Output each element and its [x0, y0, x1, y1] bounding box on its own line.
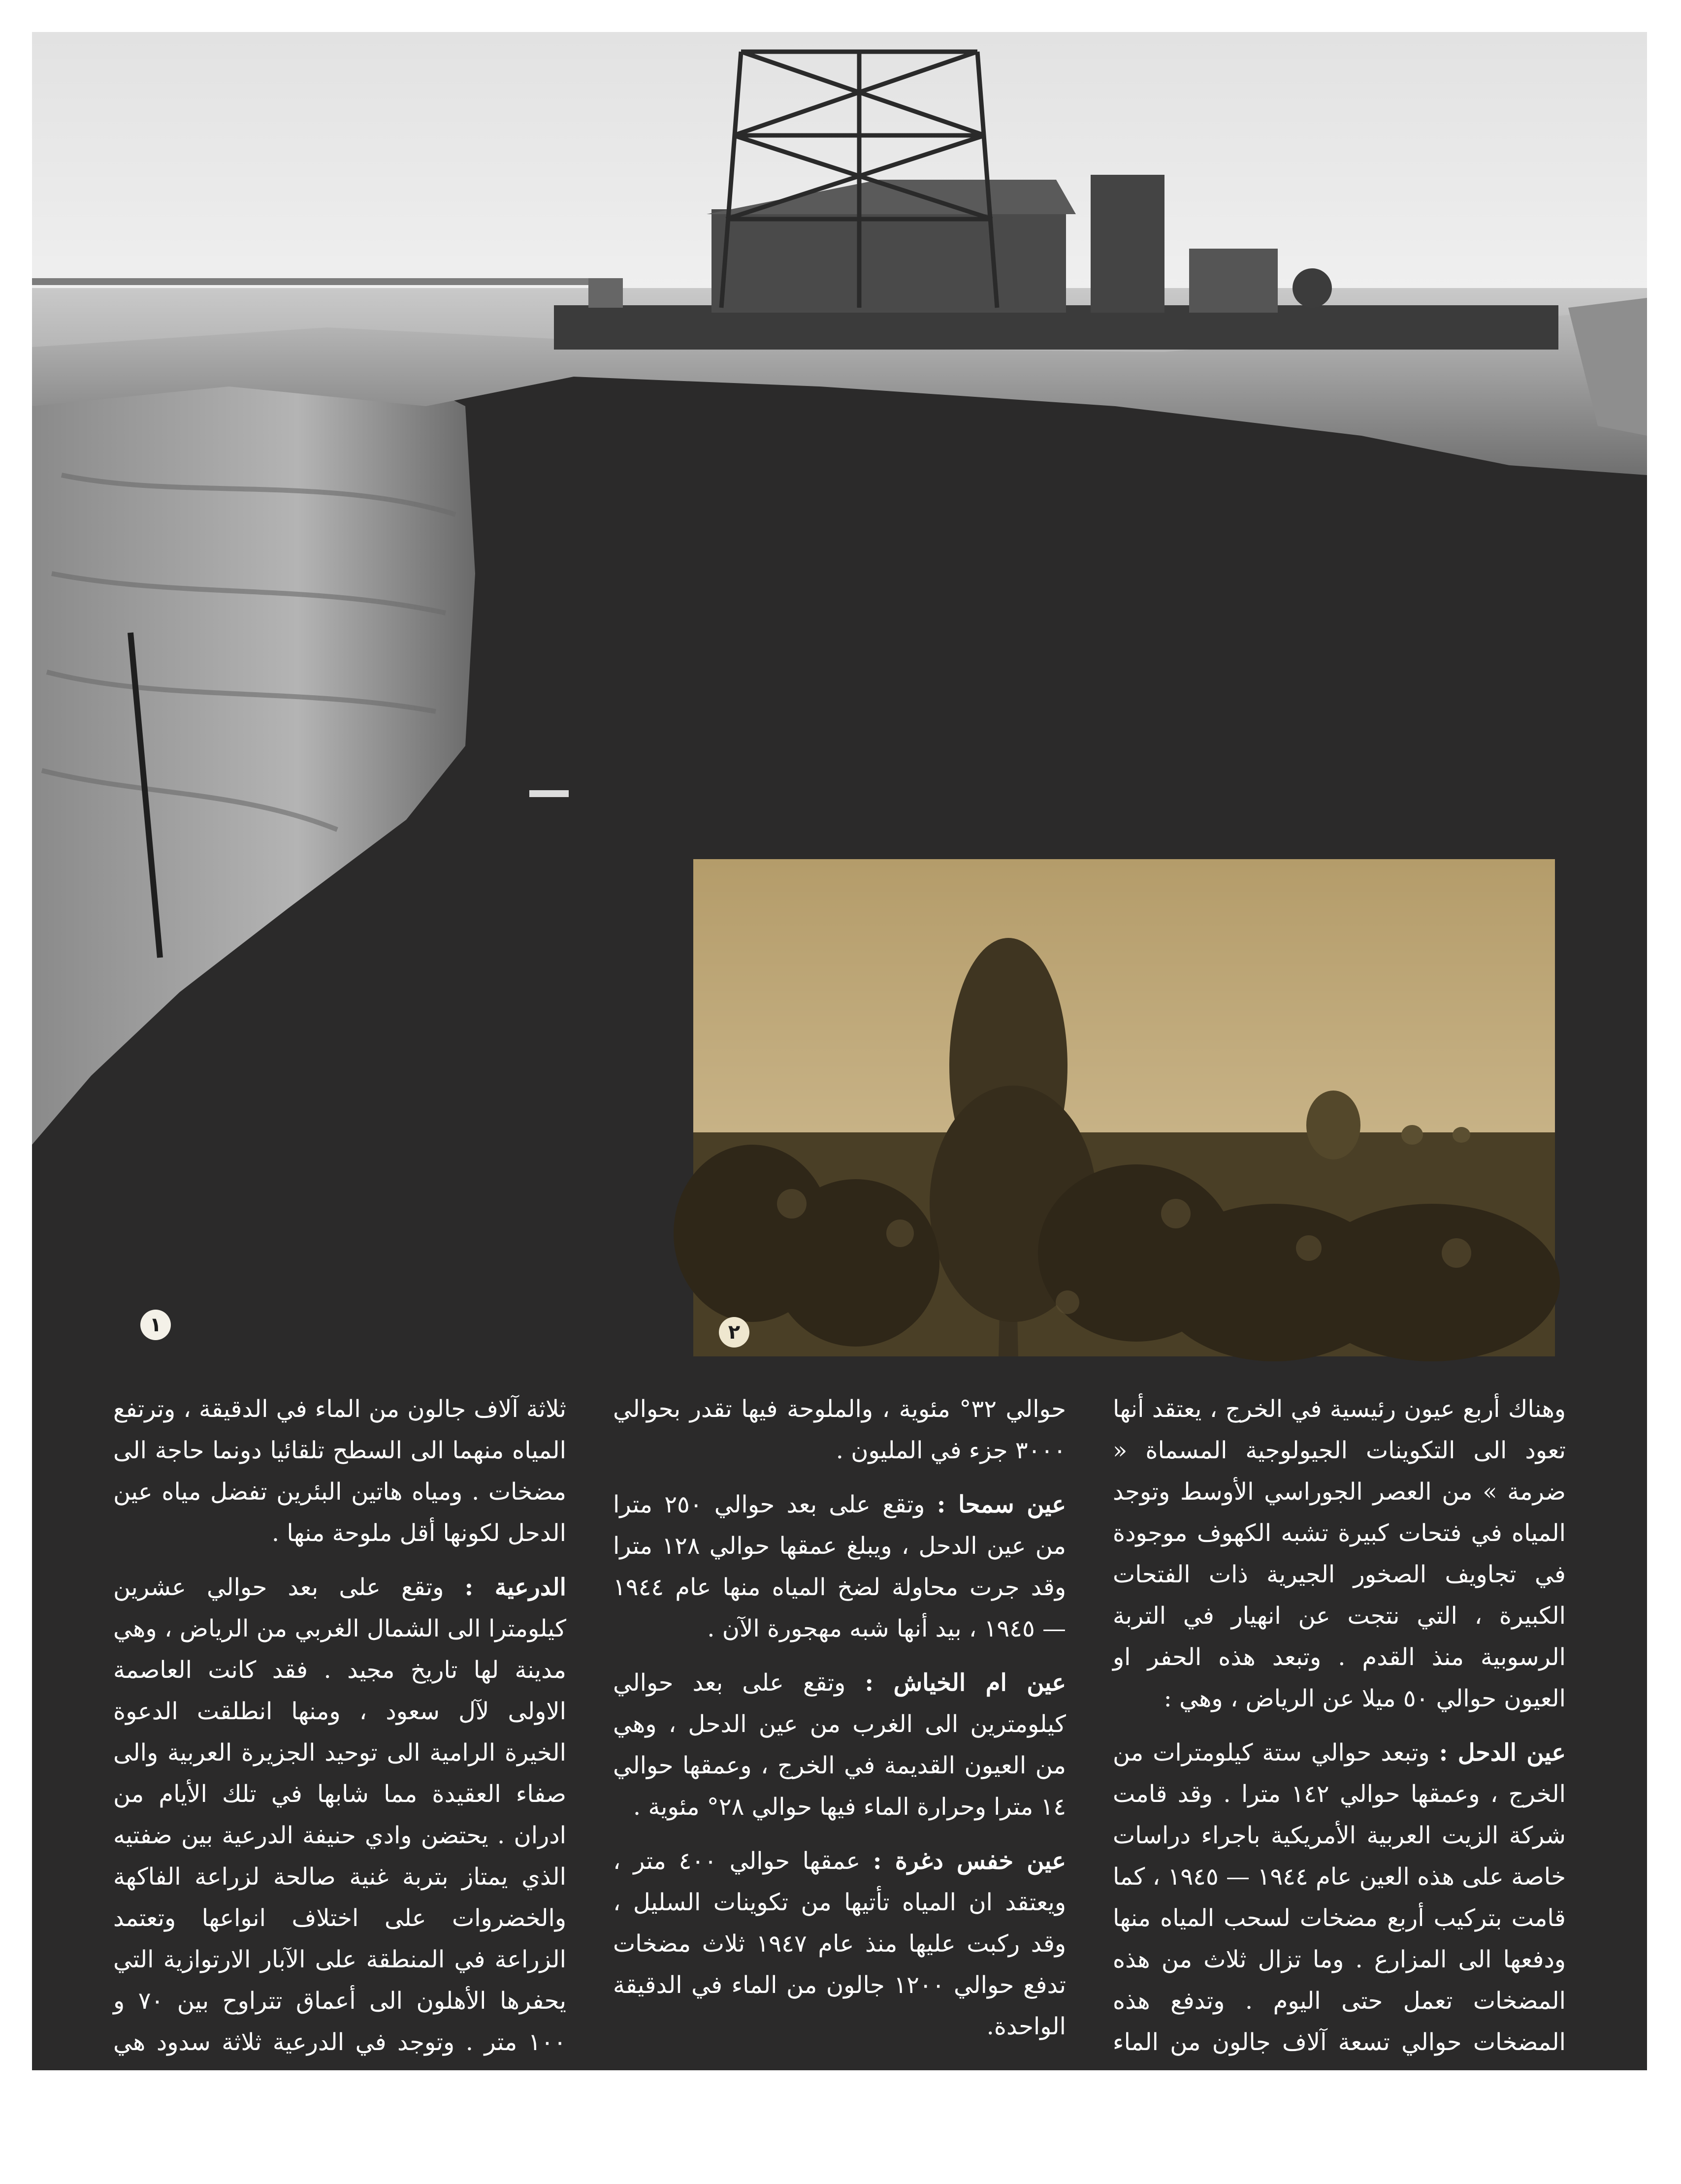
paragraph	[113, 1567, 566, 2104]
paragraph-text: عمقها حوالي ٤٠٠ متر ، ويعتقد ان المياه تأتيها من تكوينات السليل ، وقد ركبت عليها منذ عام ١٩٤٧ ثلاث مضخات تدفع حوالي ١٢٠٠ جالون من الماء في الدقيقة الواحدة.	[613, 1847, 1067, 2040]
paragraph-text: حوالي ٣٢° مئوية ، والملوحة فيها تقدر بحوالي ٣٠٠٠ جزء في المليون .	[613, 1395, 1066, 1464]
paragraph-term: عين الدحل :	[1439, 1739, 1566, 1766]
paragraph-text: وتقع على بعد حوالي عشرين كيلومترا الى الشمال الغربي من الرياض ، وهي مدينة لها تاريخ مجيد . فقد كانت العاصمة الاولى لآل سعود ، ومنها انطلقت الدعوة الخيرة الرامية الى توحيد الجزيرة العربية والى صفاء العقيدة مما شابها في تلك الأيام من ادران . يحتضن وادي حنيفة الدرعية بين ضفتيه الذي يمتاز بتربة غنية صالحة لزراعة الفاكهة والخضروات على اختلاف انواعها وتعتمد الزراعة في المنطقة على الآبار الارتوازية التي يحفرها الأهلون الى أعماق تتراوح بين ٧٠ و ١٠٠ متر . وتوجد في الدرعية ثلاثة سدود هي سد « صفار » على وادي صفار ، وسعته	[113, 1574, 567, 2097]
paragraph-text: وهناك أربع عيون رئيسية في الخرج ، يعتقد أنها تعود الى التكوينات الجيولوجية المسماة « ضرمة » من العصر الجوراسي الأوسط وتوجد المياه في فتحات كبيرة تشبه الكهوف موجودة في تجاويف الصخور الجيرية ذات الفتحات الكبيرة ، التي نتجت عن انهيار في التربة الرسوبية منذ القدم . وتبعد هذه الحفر او العيون حوالي ٥٠ ميلا عن الرياض ، وهي :	[1113, 1395, 1566, 1712]
paragraph-term: عين ام الخياش :	[865, 1669, 1066, 1697]
paragraph	[613, 1484, 1066, 1649]
text-column-right	[1113, 1388, 1566, 2097]
paragraph-term: عين سمحا :	[937, 1491, 1066, 1518]
text-column-middle	[613, 1388, 1067, 2177]
paragraph	[113, 1388, 566, 1554]
paragraph-term: الدرعية :	[464, 1574, 567, 1601]
paragraph-text: ثلاثة آلاف جالون من الماء في الدقيقة ، وترتفع المياه منهما الى السطح تلقائيا دونما حاجة الى مضخات . ومياه هاتين البئرين تفضل مياه عين الدحل لكونها أقل ملوحة منها .	[113, 1395, 566, 1547]
paragraph	[1113, 1732, 1566, 2104]
photo-number-badge-1: ١	[140, 1310, 171, 1340]
paragraph-text: وتقع على بعد حوالي ٢٥٠ مترا من عين الدحل ، ويبلغ عمقها حوالي ١٢٨ مترا وقد جرت محاولة لضخ المياه منها عام ١٩٤٤ — ١٩٤٥ ، بيد أنها شبه مهجورة الآن .	[613, 1491, 1066, 1642]
photo-number-badge-2: ٢	[719, 1317, 749, 1348]
paragraph-text: وتقع على بعد حوالي كيلومترين الى الغرب من عين الدحل ، وهي من العيون القديمة في الخرج ، وعمقها حوالي ١٤ مترا وحرارة الماء فيها حوالي ٢٨° مئوية .	[613, 1669, 1066, 1821]
field-plants-photo	[693, 859, 1555, 1356]
magazine-page	[32, 32, 1647, 2177]
field-plants-illustration	[693, 859, 1555, 1356]
paragraph	[613, 2060, 1066, 2184]
paragraph-text: وتبعد حوالي ستة كيلومترات من الخرج ، وعمقها حوالي ١٤٢ مترا . وقد قامت شركة الزيت العربية الأمريكية باجراء دراسات خاصة على هذه العين عام ١٩٤٤ — ١٩٤٥ ، كما قامت بتركيب أربع مضخات لسحب المياه منها ودفعها الى المزارع . وما تزال ثلاث من هذه المضخات تعمل حتى اليوم . وتدفع هذه المضخات حوالي تسعة آلاف جالون من الماء في الدقيقة	[1113, 1739, 1566, 2097]
paragraph	[1113, 1388, 1566, 1719]
paragraph-term: عين خفس دغرة :	[873, 1847, 1066, 1875]
paragraph	[613, 1662, 1066, 1828]
text-column-left	[113, 1388, 567, 2097]
paragraph-text: هذا ، وقد قامت وزارتا الزراعة والمياه ، والدفاع بحفر بئرين عميقتين في الخرج الى عمق	[613, 2067, 1066, 2177]
paragraph	[613, 1840, 1066, 2047]
paragraph	[613, 1388, 1066, 1471]
